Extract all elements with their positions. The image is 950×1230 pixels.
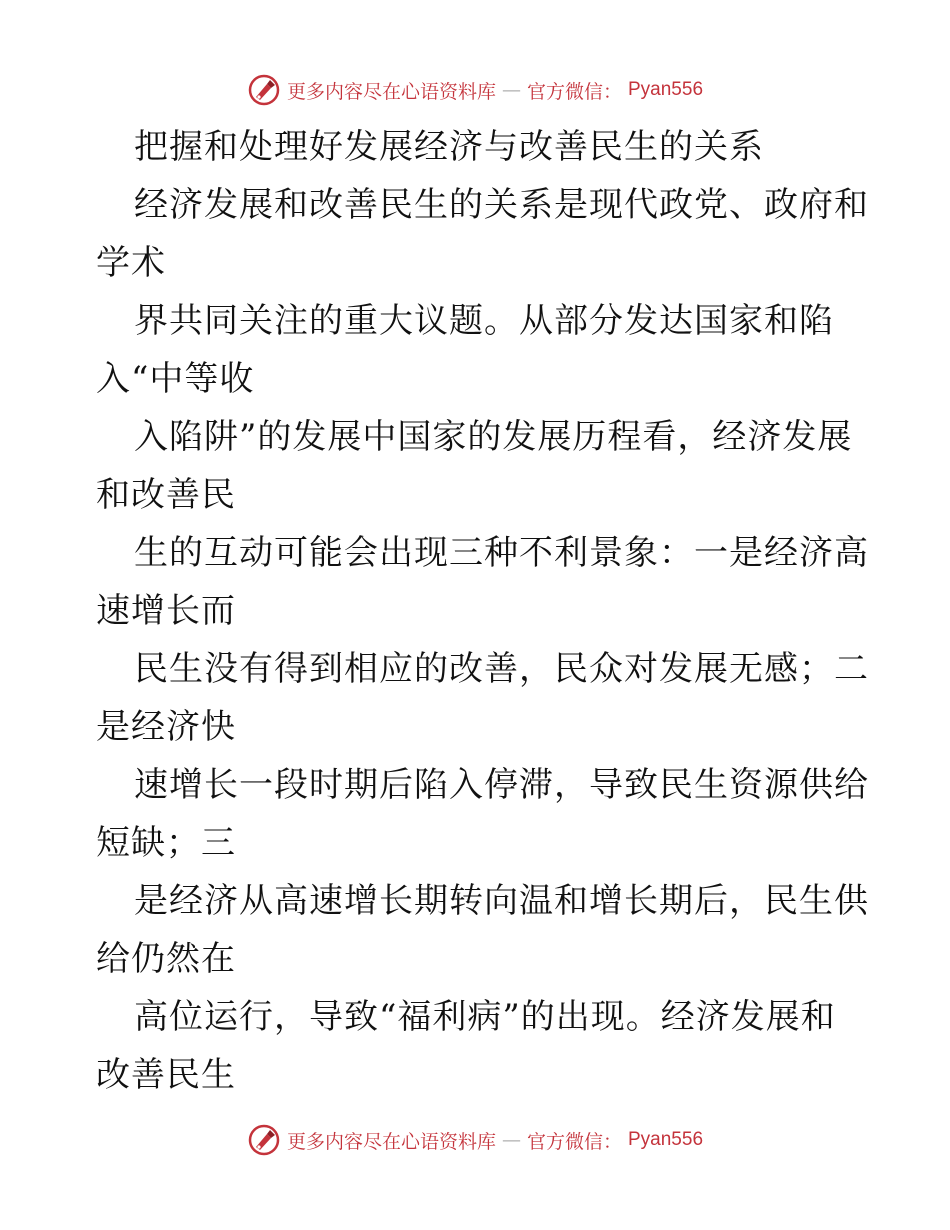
header-watermark (0, 70, 950, 110)
text-line: 高位运行，导致“福利病”的出现。经济发展和 (134, 997, 836, 1037)
document-body (96, 118, 869, 1104)
text-line: 速增长而 (96, 591, 236, 631)
text-line: 给仍然在 (96, 939, 236, 979)
text-line: 民生没有得到相应的改善，民众对发展无感；二 (134, 649, 869, 689)
text-line: 学术 (96, 243, 166, 283)
text-line: 改善民生 (96, 1055, 236, 1095)
text-line: 速增长一段时期后陷入停滞，导致民生资源供给 (134, 765, 869, 805)
pen-logo-icon (247, 73, 281, 107)
text-line: 是经济快 (96, 707, 236, 747)
footer-wechat-id: Pyan556 (628, 1129, 704, 1150)
header-wechat-id: Pyan556 (628, 79, 704, 100)
text-line: 和改善民 (96, 475, 236, 515)
text-line: 界共同关注的重大议题。从部分发达国家和陷 (134, 301, 834, 341)
footer-separator: — (501, 1129, 521, 1151)
header-separator: — (501, 79, 521, 101)
pen-logo-icon (247, 1123, 281, 1157)
text-line: 经济发展和改善民生的关系是现代政党、政府和 (134, 185, 869, 225)
footer-brand-text: 更多内容尽在心语资料库 (286, 1130, 496, 1153)
header-wechat-label: 官方微信： (526, 80, 622, 103)
text-line: 入“中等收 (96, 359, 255, 399)
text-line: 短缺；三 (96, 823, 236, 863)
text-line: 是经济从高速增长期转向温和增长期后，民生供 (134, 881, 869, 921)
footer-watermark (0, 1120, 950, 1160)
text-line: 入陷阱”的发展中国家的发展历程看，经济发展 (134, 417, 853, 457)
text-line: 生的互动可能会出现三种不利景象：一是经济高 (134, 533, 869, 573)
footer-wechat-label: 官方微信： (526, 1130, 622, 1153)
document-title: 把握和处理好发展经济与改善民生的关系 (134, 127, 764, 167)
header-brand-text: 更多内容尽在心语资料库 (286, 80, 496, 103)
